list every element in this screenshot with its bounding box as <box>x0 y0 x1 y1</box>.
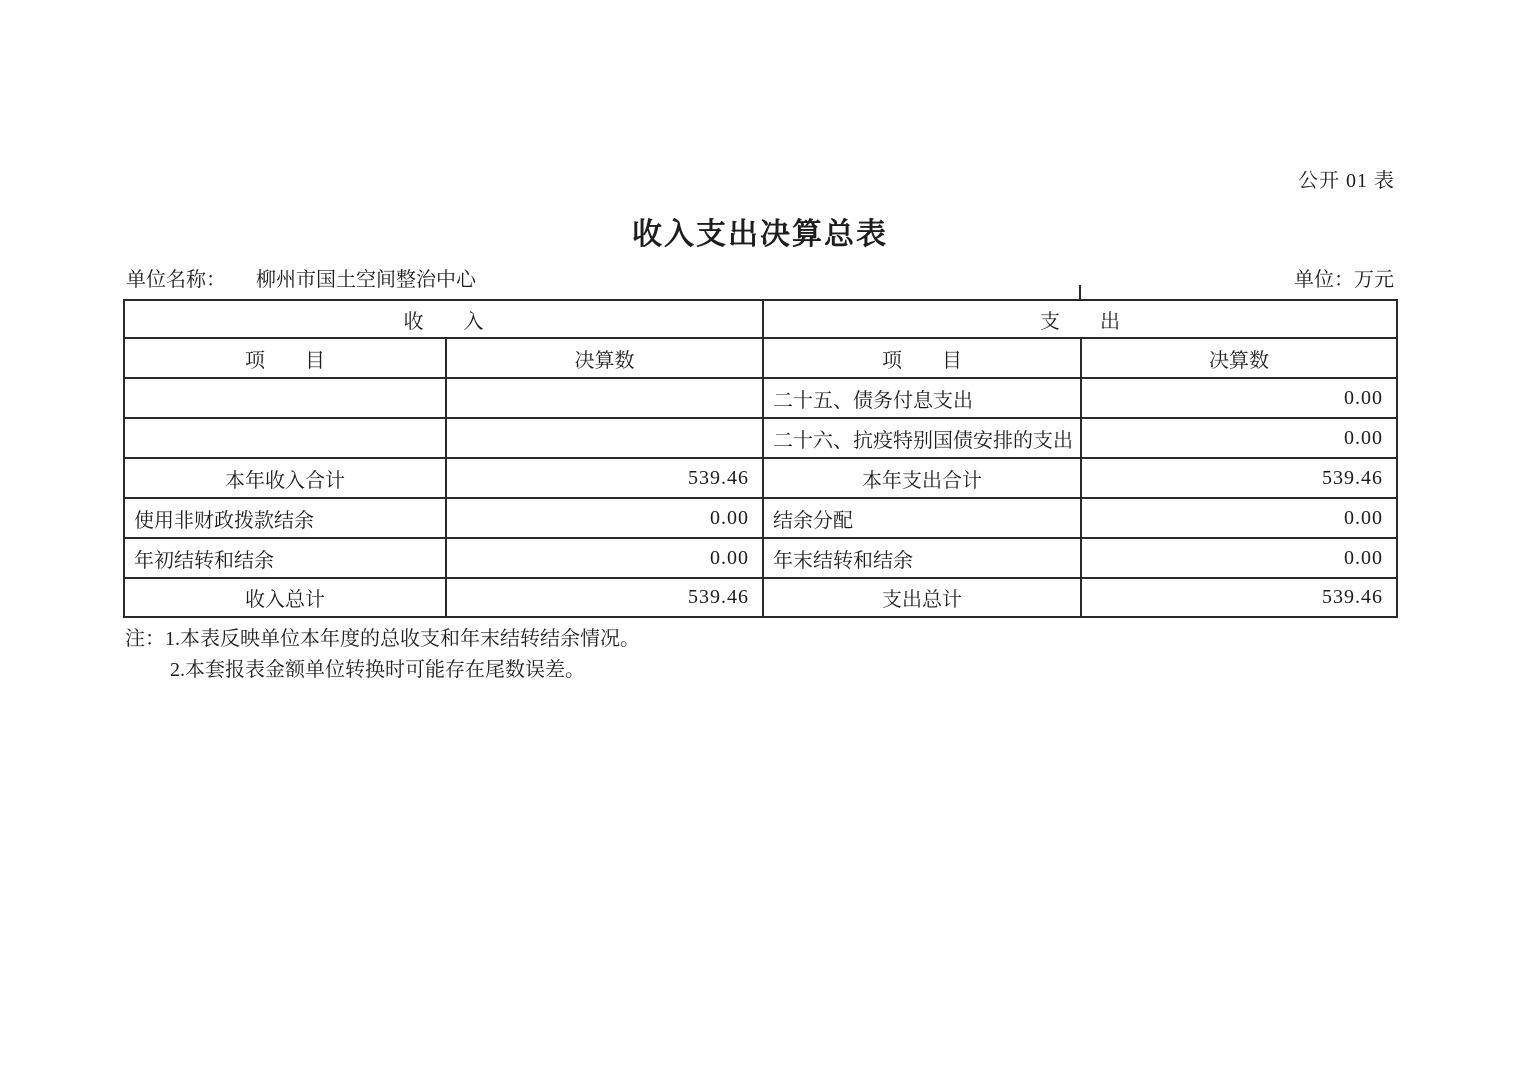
footnote-1-text: 1.本表反映单位本年度的总收支和年末结转结余情况。 <box>165 628 640 650</box>
expense-item-header: 项 目 <box>763 338 1081 378</box>
unit-of-measure: 单位：万元 <box>1294 269 1394 291</box>
footnote-line-2 <box>125 655 640 686</box>
income-amount-cell: 0.00 <box>446 538 763 578</box>
income-item-cell <box>124 418 446 458</box>
section-header-row <box>124 300 1397 338</box>
expense-amount-header: 决算数 <box>1081 338 1397 378</box>
expense-amount-cell: 539.46 <box>1081 458 1397 498</box>
expense-section-header: 支 出 <box>763 300 1397 338</box>
expense-item-cell: 本年支出合计 <box>763 458 1081 498</box>
summary-table-wrap <box>123 299 1398 618</box>
expense-amount-cell: 539.46 <box>1081 578 1397 617</box>
expense-item-cell: 结余分配 <box>763 498 1081 538</box>
income-item-cell: 使用非财政拨款结余 <box>124 498 446 538</box>
table-top-tick <box>1079 285 1081 300</box>
expense-item-cell: 年末结转和结余 <box>763 538 1081 578</box>
table-row <box>124 418 1397 458</box>
income-amount-cell: 539.46 <box>446 578 763 617</box>
expense-item-cell: 二十六、抗疫特别国债安排的支出 <box>763 418 1081 458</box>
unit-name-value: 柳州市国土空间整治中心 <box>256 269 476 291</box>
expense-item-cell: 支出总计 <box>763 578 1081 617</box>
unit-name <box>126 263 476 292</box>
footnote-line-1 <box>125 624 640 655</box>
income-item-cell: 年初结转和结余 <box>124 538 446 578</box>
unit-info-row <box>126 263 1394 292</box>
footnote-2-text: 2.本套报表金额单位转换时可能存在尾数误差。 <box>170 659 585 681</box>
income-amount-cell <box>446 378 763 418</box>
column-header-row <box>124 338 1397 378</box>
income-amount-cell <box>446 418 763 458</box>
footnotes <box>125 624 640 686</box>
income-amount-cell: 0.00 <box>446 498 763 538</box>
expense-amount-cell: 0.00 <box>1081 378 1397 418</box>
expense-amount-cell: 0.00 <box>1081 538 1397 578</box>
expense-amount-cell: 0.00 <box>1081 418 1397 458</box>
income-item-header: 项 目 <box>124 338 446 378</box>
table-row-grand-total <box>124 578 1397 617</box>
table-row-annual-total <box>124 458 1397 498</box>
table-row <box>124 538 1397 578</box>
expense-amount-cell: 0.00 <box>1081 498 1397 538</box>
footnote-label: 注： <box>125 628 165 650</box>
income-amount-header: 决算数 <box>446 338 763 378</box>
income-section-header: 收 入 <box>124 300 763 338</box>
doc-label: 公开 01 表 <box>1298 170 1395 192</box>
expense-item-cell: 二十五、债务付息支出 <box>763 378 1081 418</box>
income-amount-cell: 539.46 <box>446 458 763 498</box>
table-row <box>124 498 1397 538</box>
income-item-cell: 本年收入合计 <box>124 458 446 498</box>
summary-table <box>123 299 1398 618</box>
income-item-cell <box>124 378 446 418</box>
income-item-cell: 收入总计 <box>124 578 446 617</box>
table-row <box>124 378 1397 418</box>
unit-name-label: 单位名称： <box>126 269 226 291</box>
page-title: 收入支出决算总表 <box>632 218 888 251</box>
